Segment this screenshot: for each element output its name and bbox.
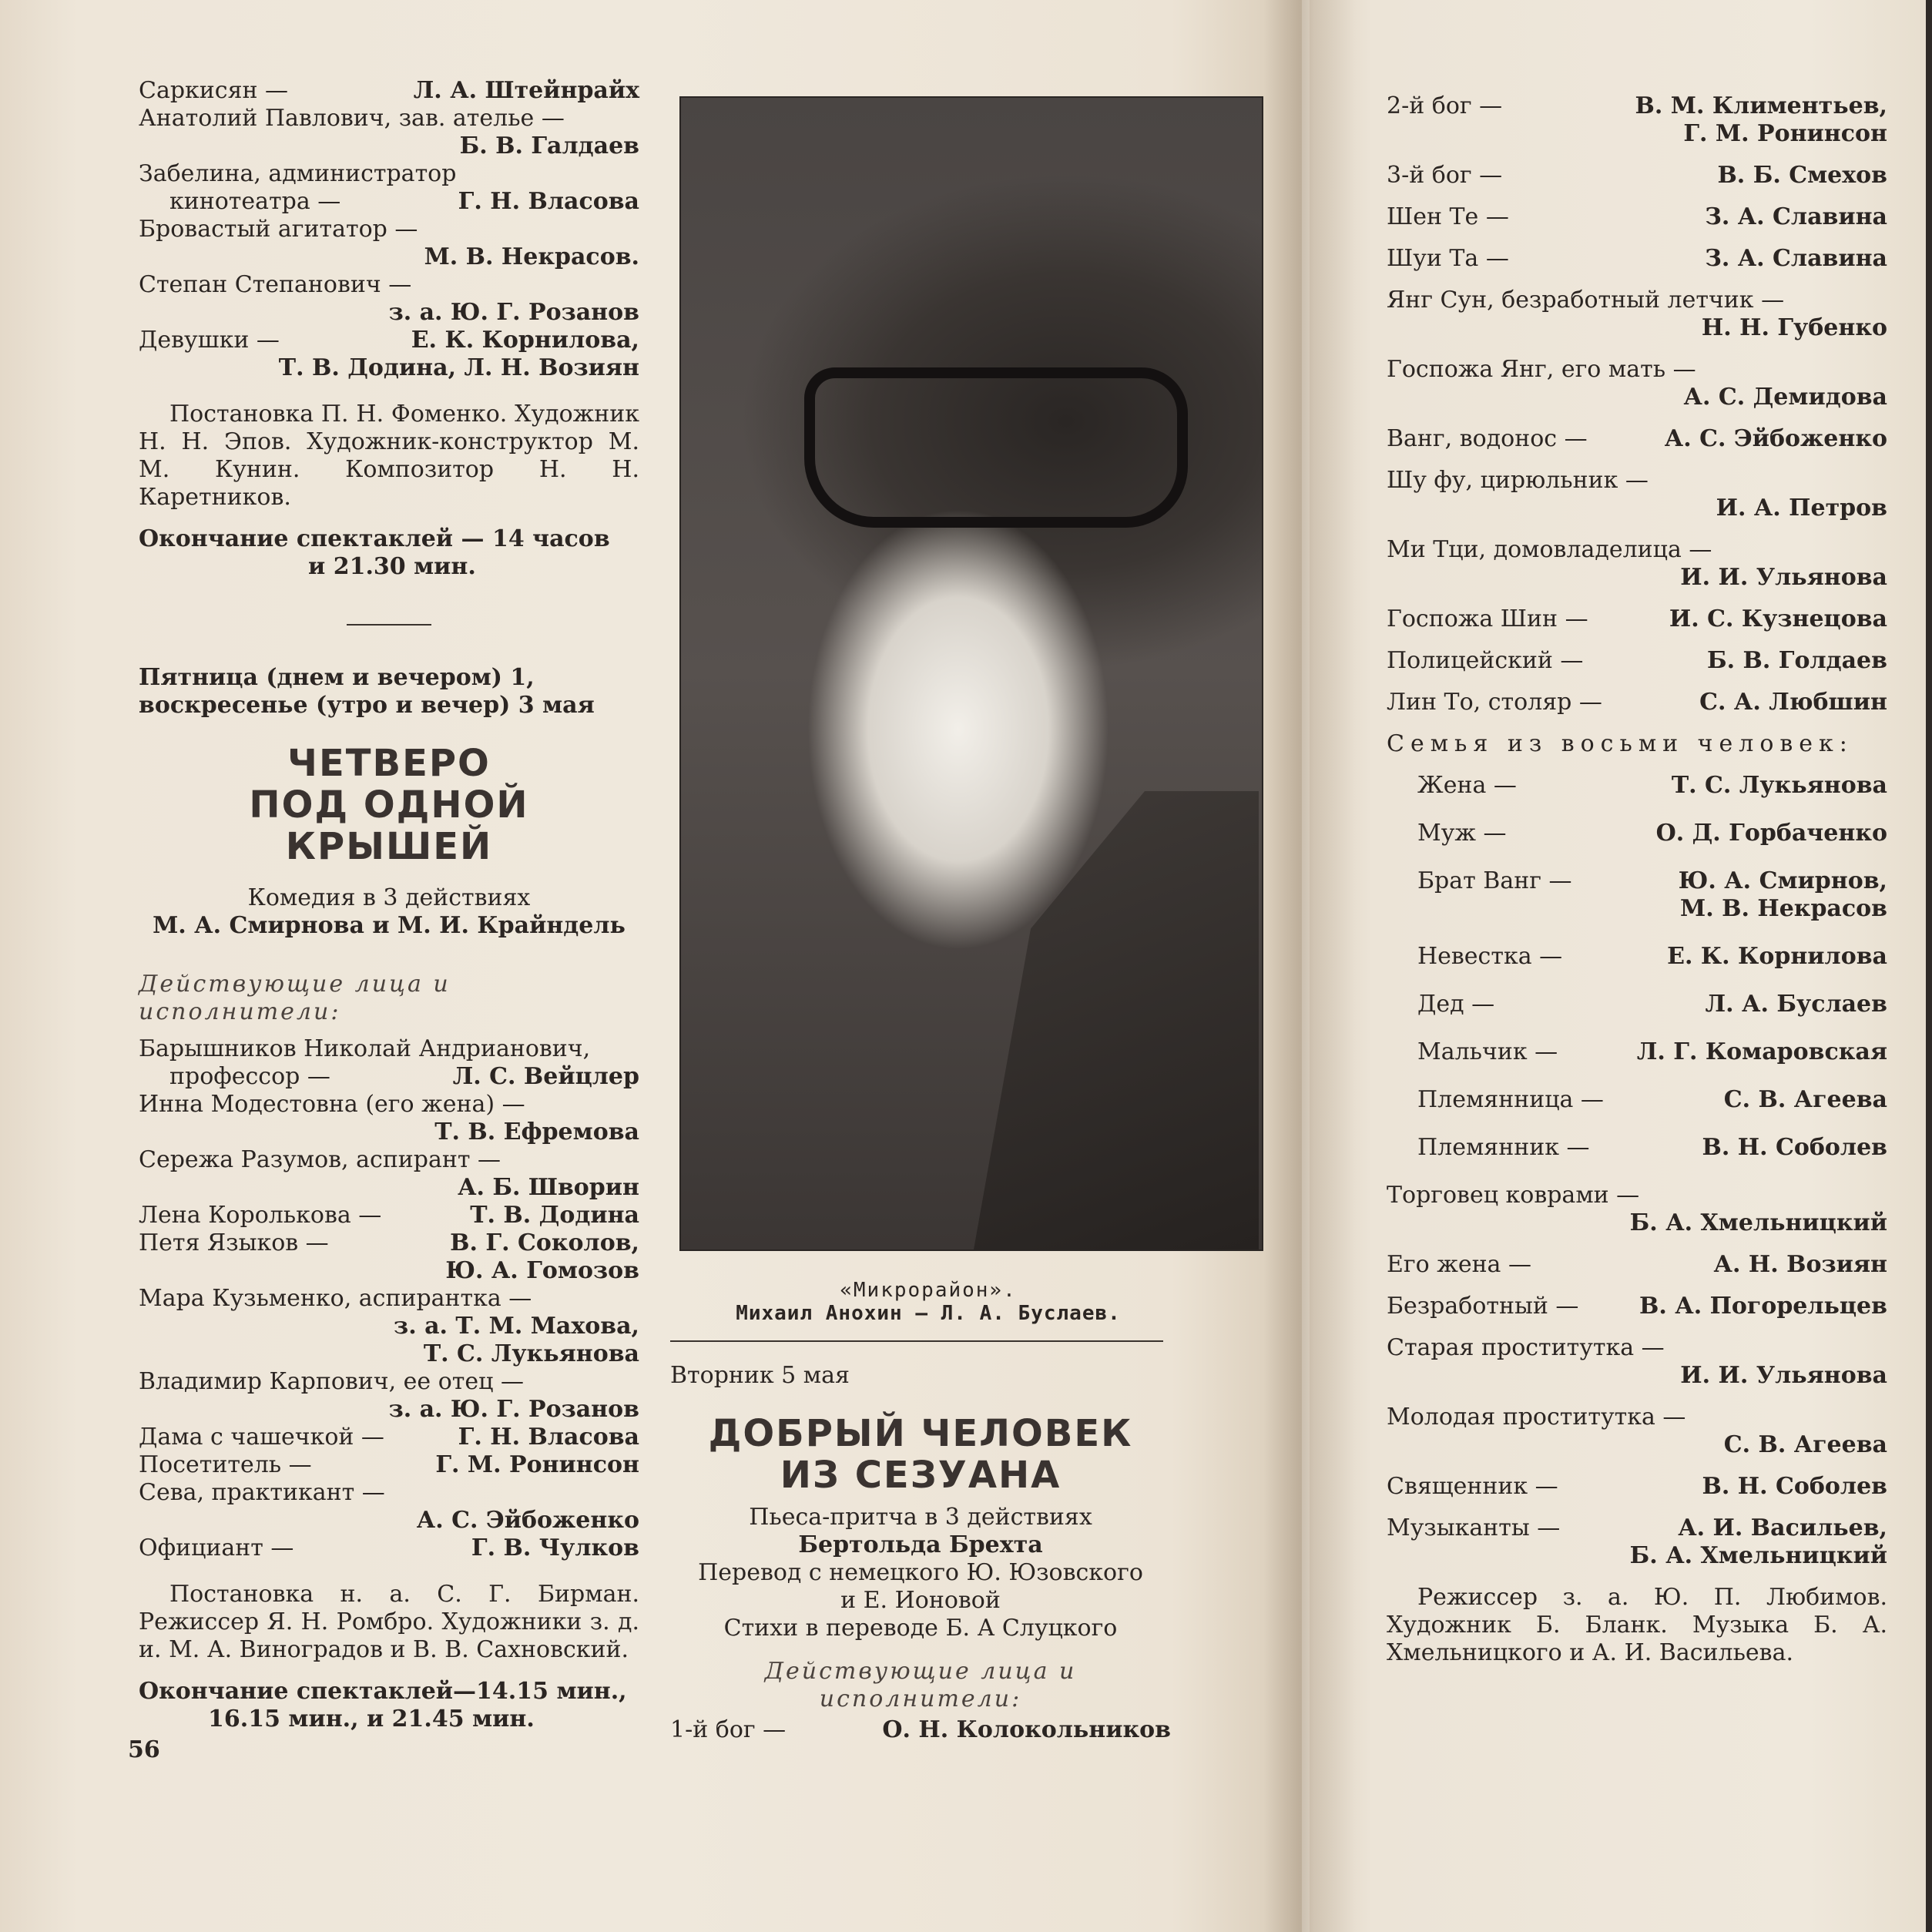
actor: Н. Н. Губенко xyxy=(1701,314,1887,341)
translation-credit: и Е. Ионовой xyxy=(840,1587,1001,1614)
performance-end-times xyxy=(139,1678,639,1733)
role: Мара Кузьменко, аспирантка — xyxy=(139,1285,532,1312)
cast-entry xyxy=(1387,467,1887,522)
role: Ми Тци, домовладелица — xyxy=(1387,536,1712,563)
cast-entry xyxy=(1387,245,1887,273)
actor: В. М. Климентьев, xyxy=(1635,92,1887,119)
cast-entry xyxy=(1387,605,1887,633)
role: кинотеатра — xyxy=(169,188,341,215)
cast-entry xyxy=(1387,425,1887,453)
play-title-line: ДОБРЫЙ ЧЕЛОВЕК xyxy=(708,1412,1133,1455)
role: Дама с чашечкой — xyxy=(139,1424,384,1451)
play-title xyxy=(139,743,639,867)
actor: Г. Н. Власова xyxy=(458,188,639,215)
cast-heading: Действующие лица и исполнители: xyxy=(764,1658,1077,1712)
performance-dates: Пятница (днем и вечером) 1, воскресенье (утро и вечер) 3 мая xyxy=(139,664,595,719)
actor: Ю. А. Гомозов xyxy=(445,1257,639,1284)
actor: Е. К. Корнилова xyxy=(1667,943,1887,970)
family-heading: Семья из восьми человек: xyxy=(1387,730,1853,757)
actor: С. А. Любшин xyxy=(1699,689,1887,716)
cast-entry xyxy=(1387,1182,1887,1237)
role: Племянница — xyxy=(1417,1086,1604,1113)
play-title-line: ЧЕТВЕРО xyxy=(287,742,491,785)
end-times-line: Окончание спектаклей—14.15 мин., xyxy=(139,1678,627,1705)
cast-entry xyxy=(1417,772,1887,800)
role: профессор — xyxy=(169,1063,330,1090)
actor: А. С. Демидова xyxy=(1683,384,1887,411)
actor: Л. С. Вейцлер xyxy=(452,1063,639,1090)
actor: А. С. Эйбоженко xyxy=(1664,425,1887,452)
play-authors: М. А. Смирнова и М. И. Крайндель xyxy=(153,912,626,939)
family-cast xyxy=(1387,772,1887,1162)
play-title-line: ИЗ СЕЗУАНА xyxy=(780,1454,1062,1497)
cast-entry xyxy=(1387,1404,1887,1459)
cast-entry xyxy=(1417,943,1887,971)
cast-entry xyxy=(1387,203,1887,231)
cast-entry xyxy=(1387,92,1887,148)
actor: З. А. Славина xyxy=(1705,245,1887,272)
role: Музыканты — xyxy=(1387,1514,1561,1541)
cast-entry xyxy=(1417,867,1887,923)
actor: Т. С. Лукьянова xyxy=(1671,772,1887,799)
actor: В. Г. Соколов, xyxy=(450,1229,639,1256)
actor-portrait-photo xyxy=(679,96,1263,1251)
role: Шуи Та — xyxy=(1387,245,1509,272)
production-credits: Постановка н. а. С. Г. Бирман. Режиссер Я. Н. Ромбро. Художники з. д. и. М. А. Виноградов и В. В. Сахновский. xyxy=(139,1581,639,1663)
page-number: 56 xyxy=(128,1736,160,1763)
actor: С. В. Агеева xyxy=(1723,1431,1887,1458)
cast-entry xyxy=(1387,689,1887,716)
role: Сережа Разумов, аспирант — xyxy=(139,1146,501,1173)
role: Янг Сун, безработный летчик — xyxy=(1387,287,1785,314)
actor: Б. А. Хмельницкий xyxy=(1629,1542,1887,1569)
cast-entry xyxy=(1387,356,1887,411)
cast-entry xyxy=(1387,1251,1887,1279)
production-credits: Режиссер з. а. Ю. П. Любимов. Художник Б. Бланк. Музыка Б. А. Хмельницкого и А. И. Васильева. xyxy=(1387,1584,1887,1666)
actor: Т. В. Додина, Л. Н. Возиян xyxy=(278,354,639,381)
role: Посетитель — xyxy=(139,1451,312,1478)
actor: Т. В. Ефремова xyxy=(434,1119,639,1145)
photo-caption xyxy=(686,1279,1171,1325)
end-times-line: Окончание спектаклей — 14 часов xyxy=(139,525,610,552)
role: Госпожа Шин — xyxy=(1387,605,1588,632)
actor: з. а. Т. М. Махова, xyxy=(394,1313,639,1340)
cast-entry xyxy=(139,1451,639,1479)
role: Инна Модестовна (его жена) — xyxy=(139,1091,525,1118)
actor: И. И. Ульянова xyxy=(1680,1362,1887,1389)
actor: А. Б. Шворин xyxy=(458,1174,639,1201)
role: Лин То, столяр — xyxy=(1387,689,1602,716)
actor: Ю. А. Смирнов, xyxy=(1678,867,1887,894)
cast-entry xyxy=(1387,1514,1887,1570)
cast-entry xyxy=(1417,991,1887,1018)
cast-entry xyxy=(1387,1334,1887,1390)
play-title-line: ПОД ОДНОЙ КРЫШЕЙ xyxy=(249,783,529,868)
actor: Б. А. Хмельницкий xyxy=(1629,1209,1887,1236)
cast-heading: Действующие лица и исполнители: xyxy=(139,971,451,1025)
verses-credit: Стихи в переводе Б. А Слуцкого xyxy=(723,1615,1118,1642)
actor: А. С. Эйбоженко xyxy=(416,1507,639,1534)
role: Мальчик — xyxy=(1417,1038,1558,1065)
role: Барышников Николай Андрианович, xyxy=(139,1035,591,1062)
role: Степан Степанович — xyxy=(139,271,412,298)
actor: Б. В. Галдаев xyxy=(459,132,639,159)
actor: О. Д. Горбаченко xyxy=(1655,820,1887,847)
actor: И. И. Ульянова xyxy=(1680,564,1887,591)
cast-entry xyxy=(1387,647,1887,675)
role: Старая проститутка — xyxy=(1387,1334,1665,1361)
actor: з. а. Ю. Г. Розанов xyxy=(388,299,639,326)
left-column xyxy=(139,77,639,1733)
actor: А. И. Васильев, xyxy=(1678,1514,1887,1541)
cast-entry xyxy=(139,1202,639,1229)
actor: Т. В. Додина xyxy=(470,1202,639,1229)
role: Девушки — xyxy=(139,327,280,354)
end-times-line: и 21.30 мин. xyxy=(308,553,476,580)
performance-end-times xyxy=(139,525,639,581)
role: Официант — xyxy=(139,1535,294,1561)
actor: И. А. Петров xyxy=(1716,495,1887,522)
role: Невестка — xyxy=(1417,943,1563,970)
photo-shoulder-shadow xyxy=(974,791,1259,1249)
actor: В. Н. Соболев xyxy=(1702,1473,1887,1500)
role: Бровастый агитатор — xyxy=(139,216,418,243)
role: Полицейский — xyxy=(1387,647,1584,674)
role: Жена — xyxy=(1417,772,1517,799)
role: 2-й бог — xyxy=(1387,92,1503,119)
actor: С. В. Агеева xyxy=(1723,1086,1887,1113)
actor: И. С. Кузнецова xyxy=(1669,605,1887,632)
cast-entry xyxy=(670,1716,1171,1744)
role: Брат Ванг — xyxy=(1417,867,1572,894)
role: Госпожа Янг, его мать — xyxy=(1387,356,1696,383)
section-divider xyxy=(670,1340,1163,1342)
actor: О. Н. Колокольников xyxy=(882,1716,1171,1743)
actor: Г. М. Ронинсон xyxy=(435,1451,639,1478)
actor: Т. С. Лукьянова xyxy=(423,1340,639,1367)
end-times-line: 16.15 мин., и 21.45 мин. xyxy=(208,1706,535,1732)
role: Петя Языков — xyxy=(139,1229,329,1256)
actor: З. А. Славина xyxy=(1705,203,1887,230)
role: Владимир Карпович, ее отец — xyxy=(139,1368,524,1395)
actor: з. а. Ю. Г. Розанов xyxy=(388,1396,639,1423)
cast-entry xyxy=(1387,1473,1887,1501)
role: 1-й бог — xyxy=(670,1716,787,1743)
cast-entry xyxy=(1387,536,1887,592)
role: Анатолий Павлович, зав. ателье — xyxy=(139,105,565,132)
cast-entry xyxy=(1417,1086,1887,1114)
role: 3-й бог — xyxy=(1387,162,1503,189)
cast-entry xyxy=(139,188,639,216)
actor: Е. К. Корнилова, xyxy=(411,327,639,354)
performance-dates: Вторник 5 мая xyxy=(670,1362,850,1389)
role: Шу фу, цирюльник — xyxy=(1387,467,1649,494)
role: Лена Королькова — xyxy=(139,1202,382,1229)
actor: М. В. Некрасов xyxy=(1680,895,1887,922)
cast-entry xyxy=(1387,1293,1887,1320)
caption-line: «Микрорайон». xyxy=(840,1279,1017,1302)
role: Шен Те — xyxy=(1387,203,1509,230)
actor: А. Н. Возиян xyxy=(1713,1251,1887,1278)
translation-credit: Перевод с немецкого Ю. Юзовского xyxy=(698,1559,1143,1586)
play-title xyxy=(670,1413,1171,1496)
actor: В. Б. Смехов xyxy=(1717,162,1887,189)
section-divider xyxy=(347,624,431,626)
role: Безработный — xyxy=(1387,1293,1579,1320)
cast-entry xyxy=(139,77,639,105)
role: Забелина, администратор xyxy=(139,160,457,187)
actor: Л. А. Буслаев xyxy=(1705,991,1887,1018)
middle-column xyxy=(670,1356,1171,1744)
production-credits: Постановка П. Н. Фоменко. Художник Н. Н. Эпов. Художник-конструктор М. М. Кунин. Композитор Н. Н. Каретников. xyxy=(139,401,639,511)
role: Священник — xyxy=(1387,1473,1558,1500)
cast-entry xyxy=(1387,162,1887,190)
caption-line: Михаил Анохин — Л. А. Буслаев. xyxy=(736,1302,1121,1325)
cast-entry xyxy=(139,1229,639,1257)
photo-glasses-shape xyxy=(804,367,1188,528)
actor: Л. А. Штейнрайх xyxy=(413,77,639,104)
actor: В. Н. Соболев xyxy=(1702,1134,1887,1161)
role: Ванг, водонос — xyxy=(1387,425,1588,452)
actor: В. А. Погорельцев xyxy=(1639,1293,1887,1320)
cast-entry xyxy=(139,1535,639,1562)
cast-entry xyxy=(1417,820,1887,847)
play-genre: Пьеса-притча в 3 действиях xyxy=(749,1504,1092,1531)
right-column xyxy=(1387,92,1887,1667)
cast-entry xyxy=(139,327,639,354)
actor: Г. М. Ронинсон xyxy=(1683,120,1887,147)
cast-entry xyxy=(1387,287,1887,342)
role: Торговец коврами — xyxy=(1387,1182,1640,1209)
actor: Г. Н. Власова xyxy=(458,1424,639,1451)
play-author: Бертольда Брехта xyxy=(798,1531,1043,1558)
cast-entry xyxy=(1417,1134,1887,1162)
role: Его жена — xyxy=(1387,1251,1531,1278)
binding-gutter xyxy=(1263,0,1356,1932)
role: Муж — xyxy=(1417,820,1507,847)
role: Дед — xyxy=(1417,991,1495,1018)
cast-entry xyxy=(139,1063,639,1091)
cast-entry xyxy=(1417,1038,1887,1066)
cast-entry xyxy=(139,1424,639,1451)
actor: Г. В. Чулков xyxy=(471,1535,639,1561)
role: Племянник — xyxy=(1417,1134,1590,1161)
actor: Л. Г. Комаровская xyxy=(1636,1038,1887,1065)
role: Сева, практикант — xyxy=(139,1479,385,1506)
play-genre: Комедия в 3 действиях xyxy=(247,884,531,911)
actor: М. В. Некрасов. xyxy=(424,243,639,270)
actor: Б. В. Голдаев xyxy=(1706,647,1887,674)
role: Молодая проститутка — xyxy=(1387,1404,1686,1431)
role: Саркисян — xyxy=(139,77,289,104)
page-edge xyxy=(1926,0,1932,1932)
